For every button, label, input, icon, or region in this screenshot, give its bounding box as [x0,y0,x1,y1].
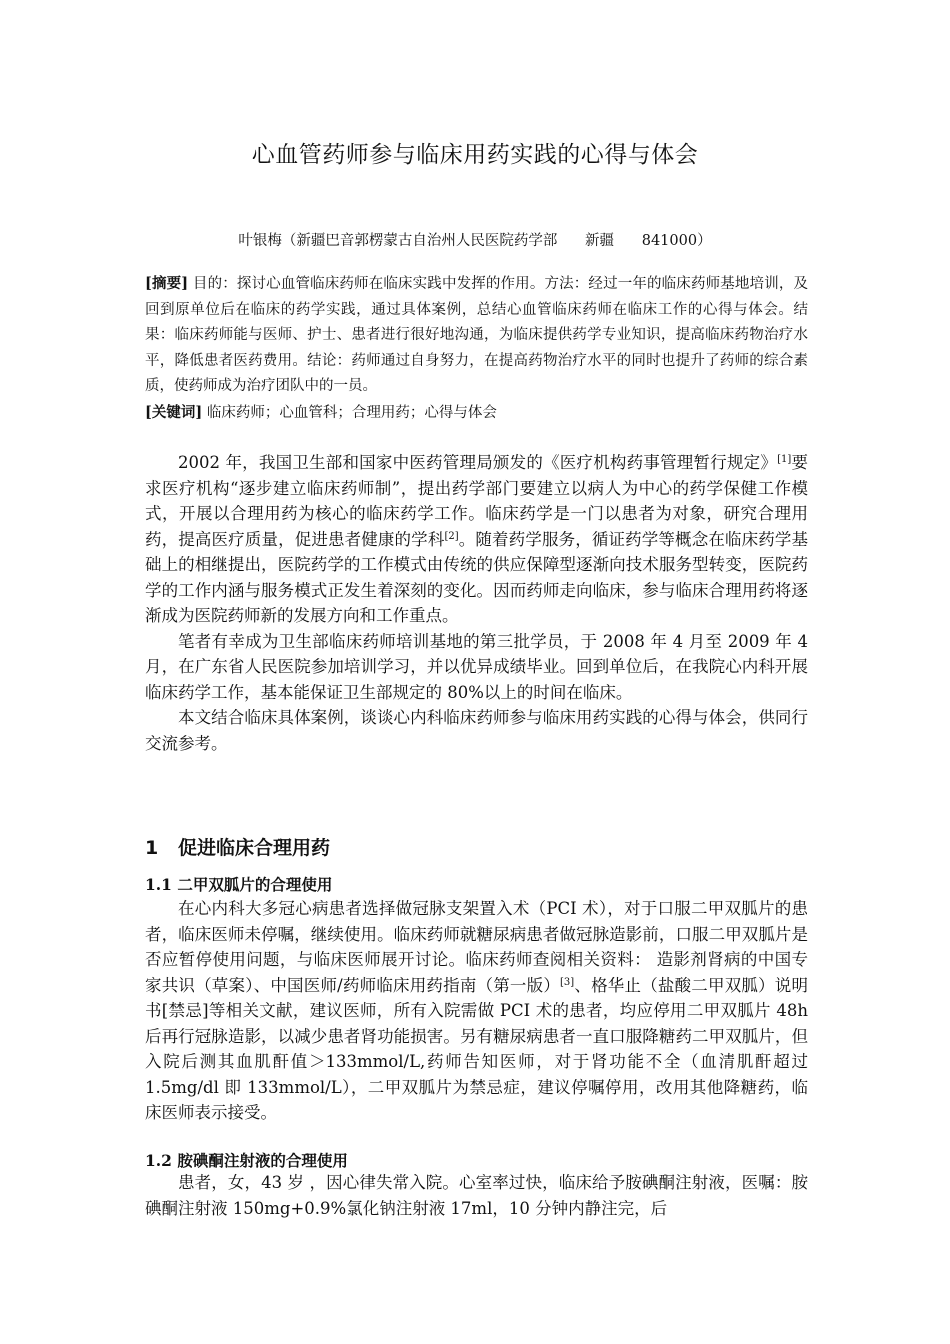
intro-paragraph-1 [145,450,808,629]
section-1-heading [145,833,330,860]
intro-p1-text-a: 2002 年，我国卫生部和国家中医药管理局颁发的《医疗机构药事管理暂行规定》 [178,453,778,472]
sub1-text-a: 在心内科大多冠心病患者选择做冠脉支架置入术（PCI 术），对于口服二甲双胍片的患者，临床医师未停嘱，继续使用。临床药师就糖尿病患者做冠脉造影前，口服二甲双胍片是否应暂停使用问题，与临床医师展开讨论。临床药师查阅相关资料： 造影剂肾病的中国专家共识（草案）、中国医师/药师临床用药指南（第一版） [145,899,808,995]
intro-paragraph-2: 笔者有幸成为卫生部临床药师培训基地的第三批学员，于 2008 年 4 月至 2009 年 4 月，在广东省人民医院参加培训学习，并以优异成绩毕业。回到单位后，在我院心内科开展临床药学工作，基本能保证卫生部规定的 80%以上的时间在临床。 [145,631,808,702]
intro-p1-text-c: 。随着药学服务，循证药学等概念在临床药学基础上的相继提出，医院药学的工作模式由传统的供应保障型逐渐向技术服务型转变，医院药学的工作内涵与服务模式正发生着深刻的变化。因而药师走向临床，参与临床合理用药将逐渐成为医院药师新的发展方向和工作重点。 [145,529,809,625]
subsection-1-2-paragraph: 患者，女，43 岁 ，因心律失常入院。心室率过快，临床给予胺碘酮注射液，医嘱：胺碘酮注射液 150mg+0.9%氯化钠注射液 17ml，10 分钟内静注完，后 [145,1173,808,1218]
abstract-text: 目的：探讨心血管临床药师在临床实践中发挥的作用。方法：经过一年的临床药师基地培训，及回到原单位后在临床的药学实践，通过具体案例，总结心血管临床药师在临床工作的心得与体会。结果：临床药师能与医师、护士、患者进行很好地沟通，为临床提供药学专业知识，提高临床药物治疗水平，降低患者医药费用。结论：药师通过自身努力，在提高药物治疗水平的同时也提升了药师的综合素质，使药师成为治疗团队中的一员。 [145,276,808,394]
subsection-1-2-heading: 1.2 胺碘酮注射液的合理使用 [145,1151,348,1170]
keywords-label: [关键词] [145,403,203,421]
introduction [145,450,808,756]
abstract-paragraph [145,271,808,400]
subsection-1-1-paragraph [145,896,808,1126]
abstract-label: [摘要] [145,275,189,292]
citation-1: [1] [777,454,792,465]
paper-title: 心血管药师参与临床用药实践的心得与体会 [251,142,699,168]
citation-3: [3] [560,976,575,988]
subsection-1-1-body [145,896,808,1126]
sub1-text-b: 、格华止（盐酸二甲双胍）说明书[禁忌]等相关文献，建议医师，所有入院需做 PCI 术的患者，均应停用二甲双胍片 48h 后再行冠脉造影，以减少患者肾功能损害。另有糖尿病患者一直口服降糖药二甲双胍片，但入院后测其血肌酐值＞133mmol/L,药师告知医师，对于肾功能不全（血清肌酐超过 1.5mg/dl 即 133mmol/L），二甲双胍片为禁忌症，建议停嘱停用，改用其他降糖药，临床医师表示接受。 [145,975,809,1122]
subsection-1-1-heading: 1.1 二甲双胍片的合理使用 [145,875,333,894]
citation-2: [2] [444,530,459,542]
intro-paragraph-3: 本文结合临床具体案例，谈谈心内科临床药师参与临床用药实践的心得与体会，供同行交流参考。 [145,708,808,753]
keywords-text: 临床药师；心血管科；合理用药；心得与体会 [202,404,497,421]
keywords-paragraph [145,400,808,427]
section-1-number: 1 [145,837,159,859]
section-1-title: 促进临床合理用药 [178,837,331,859]
author-line: 叶银梅（新疆巴音郭楞蒙古自治州人民医院药学部 新疆 841000） [238,233,712,249]
abstract-block [145,271,808,426]
intro-p1-text-b: 要求医疗机构“逐步建立临床药师制”，提出药学部门要建立以病人为中心的药学保健工作模式，开展以合理用药为核心的临床药学工作。临床药学是一门以患者为对象，研究合理用药，提高医疗质量，促进患者健康的学科 [145,453,808,549]
subsection-1-2-body [145,1170,808,1221]
